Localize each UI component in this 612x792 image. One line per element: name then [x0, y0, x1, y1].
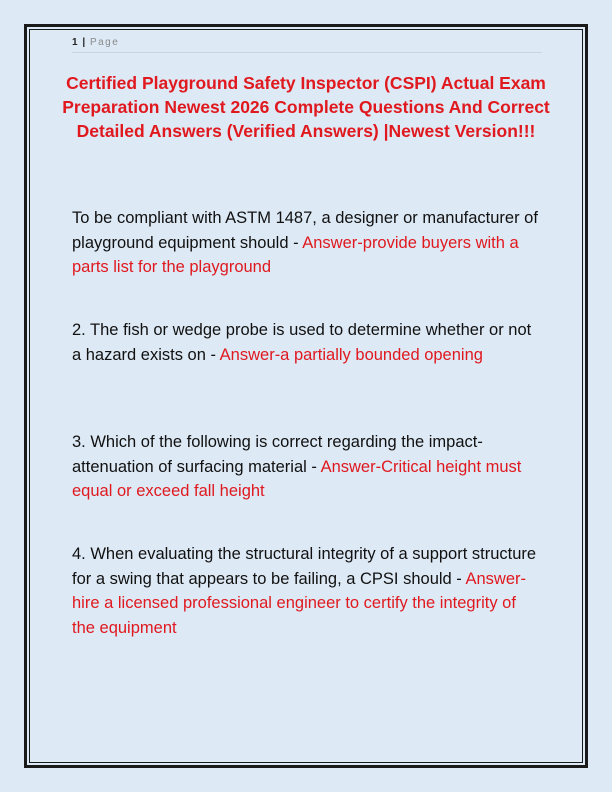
answer-text: Answer-a partially bounded opening	[219, 345, 483, 364]
answer-text: Answer-hire a licensed professional engineer to certify the integrity of the equipment	[72, 569, 526, 637]
question-item	[72, 430, 542, 504]
question-item	[72, 318, 542, 367]
answer-text: Answer-Critical height must equal or exceed fall height	[72, 457, 522, 500]
question-item	[72, 206, 542, 280]
page-separator: |	[82, 37, 86, 48]
question-text: To be compliant with ASTM 1487, a designer or manufacturer of playground equipment should -	[72, 209, 538, 252]
question-text: 3. Which of the following is correct regarding the impact-attenuation of surfacing material -	[72, 433, 483, 476]
document-title: Certified Playground Safety Inspector (CSPI) Actual Exam Preparation Newest 2026 Complete Questions And Correct Detailed Answers (Verified Answers) |Newest Version!!!	[62, 73, 550, 141]
page-number: 1	[72, 37, 78, 48]
answer-text: Answer-provide buyers with a parts list for the playground	[72, 233, 519, 276]
question-item	[72, 542, 542, 640]
page-header	[72, 36, 542, 53]
question-text: 4. When evaluating the structural integrity of a support structure for a swing that appears to be failing, a CPSI should -	[72, 545, 537, 588]
page-label: Page	[89, 37, 120, 48]
question-text: 2. The fish or wedge probe is used to determine whether or not a hazard exists on -	[72, 321, 532, 364]
